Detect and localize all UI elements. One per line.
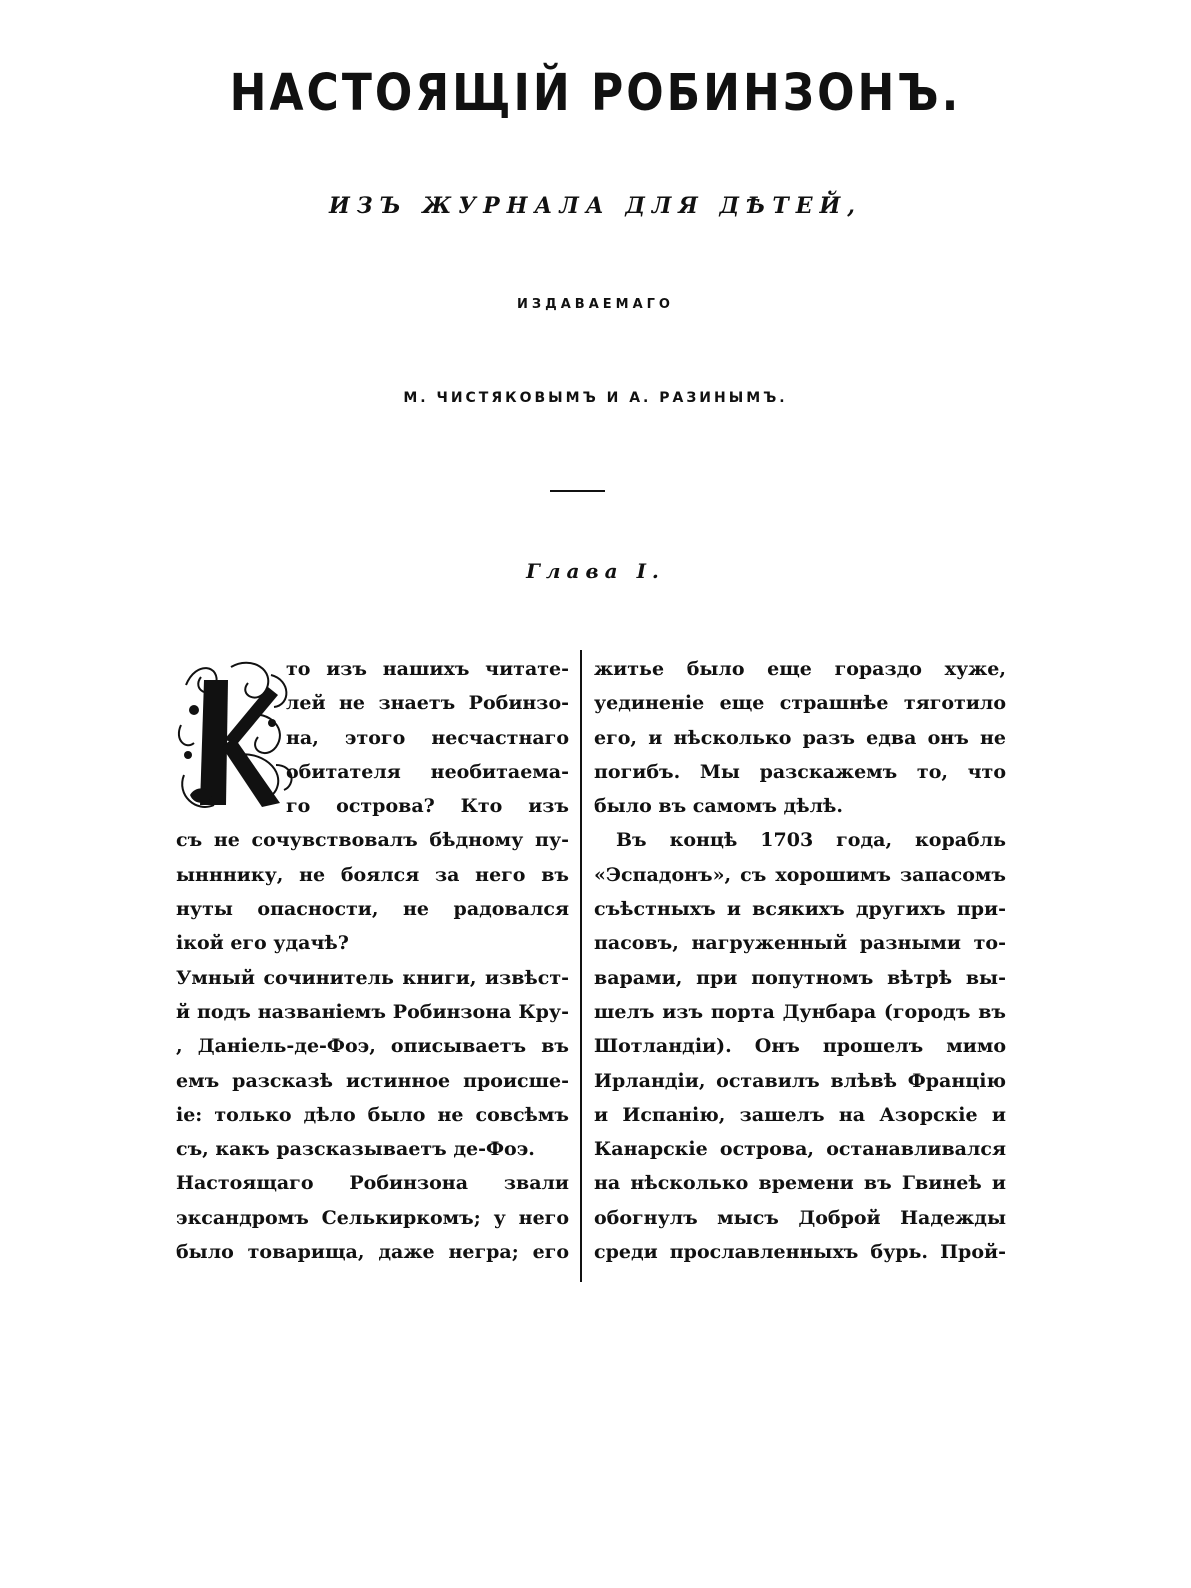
publishers: М. ЧИСТЯКОВЫМЪ И А. РАЗИНЫМЪ. (403, 390, 788, 406)
text-line: погибъ. Мы разскажемъ то, что (594, 760, 1006, 783)
text-line: съ не сочувствовалъ бѣдному пу- (176, 829, 569, 852)
text-line: съ, какъ разсказываетъ де-Фоэ. (176, 1138, 535, 1161)
text-line: было товарища, даже негра; его (176, 1241, 569, 1264)
text-line: пасовъ, нагруженный разными то- (594, 932, 1006, 955)
chapter-heading: Глава І. (526, 559, 665, 583)
text-line: Ирландіи, оставилъ влѣвѣ Францію (594, 1069, 1006, 1092)
text-line: ікой его удачѣ? (176, 932, 349, 955)
text-line: эксандромъ Селькиркомъ; у него (176, 1206, 569, 1229)
text-line: Канарскіе острова, останавливался (594, 1138, 1006, 1161)
text-line: ынннику, не боялся за него въ (176, 863, 569, 886)
text-line: , Даніель-де-Фоэ, описываетъ въ (176, 1035, 569, 1058)
column-divider (580, 650, 582, 1282)
publisher-label: ИЗДАВАЕМАГО (517, 297, 674, 312)
subtitle: ИЗЪ ЖУРНАЛА ДЛЯ ДѢТЕЙ, (329, 193, 862, 219)
text-line: Умный сочинитель книги, извѣст- (176, 966, 569, 989)
text-line: Настоящаго Робинзона звали (176, 1172, 569, 1195)
text-line: емъ разсказѣ истинное происше- (176, 1069, 569, 1092)
text-line: обитателя необитаема- (286, 760, 569, 783)
right-column (594, 652, 1006, 1269)
text-line: на, этого несчастнаго (286, 726, 569, 749)
text-line: уединеніе еще страшнѣе тяготило (594, 692, 1006, 715)
text-line: на нѣсколько времени въ Гвинеѣ и (594, 1172, 1006, 1195)
text-line: житье было еще гораздо хуже, (594, 658, 1006, 680)
text-line: то изъ нашихъ читате- (286, 658, 569, 680)
left-column (176, 652, 569, 1269)
text-line: обогнулъ мысъ Доброй Надежды (594, 1206, 1006, 1229)
text-line: съѣстныхъ и всякихъ другихъ при- (594, 898, 1006, 921)
page-title: НАСТОЯЩІЙ РОБИНЗОНЪ. (229, 64, 962, 123)
text-line: го острова? Кто изъ (286, 795, 569, 818)
text-line: Шотландіи). Онъ прошелъ мимо (594, 1035, 1006, 1058)
title-divider (550, 490, 605, 492)
text-line: среди прославленныхъ бурь. Прой- (594, 1241, 1006, 1264)
text-line: шелъ изъ порта Дунбара (городъ въ (594, 1000, 1006, 1023)
text-line: й подъ названіемъ Робинзона Кру- (176, 1000, 569, 1023)
text-line: «Эспадонъ», съ хорошимъ запасомъ (594, 863, 1006, 886)
text-line: было въ самомъ дѣлѣ. (594, 795, 843, 818)
text-line: варами, при попутномъ вѣтрѣ вы- (594, 966, 1006, 989)
text-line: Въ концѣ 1703 года, корабль (616, 829, 1006, 852)
text-line: лей не знаетъ Робинзо- (286, 692, 569, 715)
text-line: іе: только дѣло было не совсѣмъ (176, 1103, 569, 1126)
text-line: и Испанію, зашелъ на Азорскіе и (594, 1103, 1006, 1126)
text-line: нуты опасности, не радовался (176, 898, 569, 921)
text-line: его, и нѣсколько разъ едва онъ не (594, 726, 1006, 749)
